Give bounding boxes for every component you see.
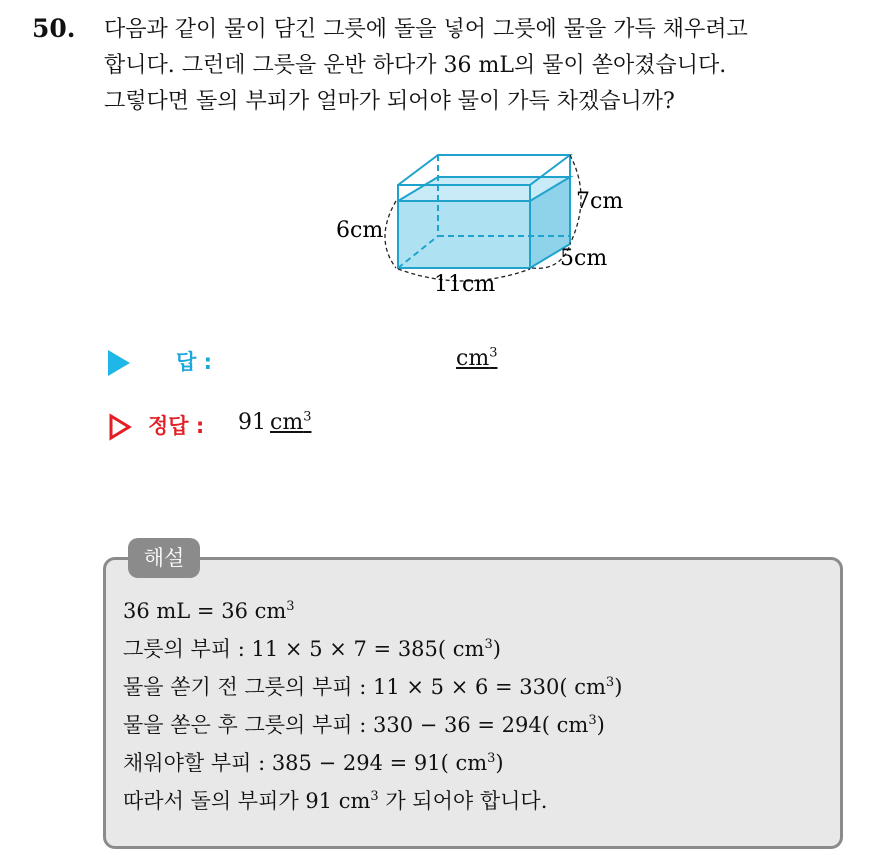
solution-line: 물을 쏟은 후 그릇의 부피 : 330 − 36 = 294( $cm^3$) [123,713,605,737]
question-number: 50. [32,14,76,43]
label-6cm: 6cm [336,218,384,243]
label-11cm: 11cm [434,272,496,297]
solution-line: 따라서 돌의 부피가 91 $cm^3$ 가 되어야 합니다. [123,789,548,813]
water-tank-diagram [330,145,650,305]
water-front-face [398,201,530,268]
dim-arc-6cm [385,201,396,268]
solution-tag: 해설 [128,538,200,578]
question-line: 다음과 같이 물이 담긴 그릇에 돌을 넣어 그릇에 물을 가득 채우려고 [104,17,748,42]
answer-unit: $cm^3$ [456,345,498,371]
play-triangle-icon [108,350,130,376]
solution-line: 물을 쏟기 전 그릇의 부피 : 11 × 5 × 6 = 330( $cm^3$) [123,675,623,699]
correct-answer-label: 정답 : [148,414,205,438]
solution-line: 그릇의 부피 : 11 × 5 × 7 = 385( $cm^3$) [123,637,501,661]
correct-answer-value: 91 $cm^3$ [238,409,312,435]
solution-lines [123,592,823,820]
correct-answer-row [108,410,608,446]
question-line: 그렇다면 돌의 부피가 얼마가 되어야 물이 가득 차겠습니까? [104,89,675,114]
question-line: 합니다. 그런데 그릇을 운반 하다가 36 mL의 물이 쏟아졌습니다. [104,53,727,78]
container-figure [330,145,650,305]
solution-line: 채워야할 부피 : 385 − 294 = 91( $cm^3$) [123,751,504,775]
answer-row [108,346,608,380]
label-7cm: 7cm [576,189,624,214]
outline-triangle-icon [108,413,132,441]
solution-line: 36 mL = 36 $cm^3$ [123,599,295,623]
question-text [104,12,874,120]
answer-label: 답 : [176,350,212,374]
label-5cm: 5cm [560,246,608,271]
